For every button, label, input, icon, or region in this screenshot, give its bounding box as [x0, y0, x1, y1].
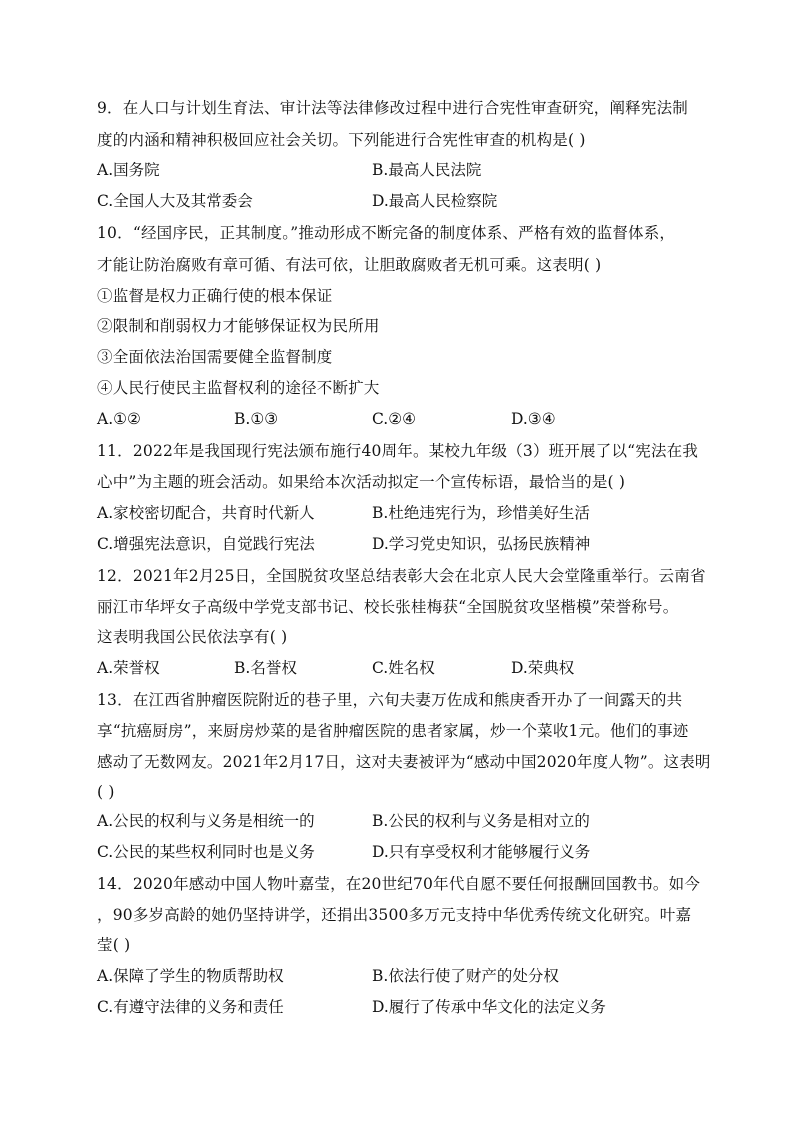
question-10-statement-3: ③全面依法治国需要健全监督制度: [97, 348, 333, 366]
question-13-option-d: D.只有享受权利才能够履行义务: [372, 843, 591, 861]
question-14-option-b: B.依法行使了财产的处分权: [372, 967, 559, 985]
question-12-option-c: C.姓名权: [372, 659, 435, 677]
question-11-option-b: B.杜绝违宪行为，珍惜美好生活: [372, 504, 590, 522]
question-14-option-c: C.有遵守法律的义务和责任: [97, 998, 284, 1016]
question-11-option-c: C.增强宪法意识，自觉践行宪法: [97, 535, 315, 553]
question-10-statement-4: ④人民行使民主监督权利的途径不断扩大: [97, 379, 380, 397]
question-10-option-a: A.①②: [97, 410, 141, 428]
question-14-option-d: D.履行了传承中华文化的法定义务: [372, 998, 606, 1016]
question-12-option-b: B.名誉权: [234, 659, 297, 677]
question-10-option-c: C.②④: [372, 410, 417, 428]
question-13-option-b: B.公民的权利与义务是相对立的: [372, 812, 590, 830]
question-12-line-3: 这表明我国公民依法享有( ): [97, 628, 288, 646]
question-9-option-c: C.全国人大及其常委会: [97, 192, 253, 210]
question-9-option-b: B.最高人民法院: [372, 161, 482, 179]
question-9-line-1: 9．在人口与计划生育法、审计法等法律修改过程中进行合宪性审查研究，阐释宪法制: [97, 99, 688, 117]
question-9-option-d: D.最高人民检察院: [372, 192, 498, 210]
question-13-option-c: C.公民的某些权利同时也是义务: [97, 843, 315, 861]
question-14-line-3: 莹( ): [97, 936, 131, 954]
question-10-option-b: B.①③: [234, 410, 279, 428]
question-11-line-1: 11．2022年是我国现行宪法颁布施行40周年。某校九年级（3）班开展了以“宪法在我: [97, 442, 699, 460]
question-11-option-d: D.学习党史知识，弘扬民族精神: [372, 535, 591, 553]
question-10-statement-1: ①监督是权力正确行使的根本保证: [97, 287, 333, 305]
question-10-option-d: D.③④: [511, 410, 556, 428]
question-13-line-2: 享“抗癌厨房”，来厨房炒菜的是省肿瘤医院的患者家属，炒一个菜收1元。他们的事迹: [97, 722, 689, 740]
question-11-option-a: A.家校密切配合，共育时代新人: [97, 504, 315, 522]
question-13-line-1: 13．在江西省肿瘤医院附近的巷子里，六旬夫妻万佐成和熊庚香开办了一间露天的共: [97, 691, 683, 709]
question-12-option-d: D.荣典权: [511, 659, 575, 677]
question-10-statement-2: ②限制和削弱权力才能够保证权为民所用: [97, 317, 380, 335]
question-12-option-a: A.荣誉权: [97, 659, 160, 677]
question-14-option-a: A.保障了学生的物质帮助权: [97, 967, 284, 985]
question-10-line-1: 10．“经国序民，正其制度。”推动形成不断完备的制度体系、严格有效的监督体系，: [97, 224, 676, 242]
question-10-line-2: 才能让防治腐败有章可循、有法可依，让胆敢腐败者无机可乘。这表明( ): [97, 256, 602, 274]
question-9-option-a: A.国务院: [97, 161, 160, 179]
question-14-line-2: ，90多岁高龄的她仍坚持讲学，还捐出3500多万元支持中华优秀传统文化研究。叶嘉: [97, 906, 692, 924]
question-13-line-3: 感动了无数网友。2021年2月17日，这对夫妻被评为“感动中国2020年度人物”。这表明: [97, 753, 711, 771]
question-11-line-2: 心中”为主题的班会活动。如果给本次活动拟定一个宣传标语，最恰当的是( ): [97, 473, 626, 491]
question-14-line-1: 14．2020年感动中国人物叶嘉莹，在20世纪70年代自愿不要任何报酬回国教书。如今: [97, 875, 701, 893]
question-12-line-2: 丽江市华坪女子高级中学党支部书记、校长张桂梅获“全国脱贫攻坚楷模”荣誉称号。: [97, 598, 679, 616]
question-13-option-a: A.公民的权利与义务是相统一的: [97, 812, 315, 830]
question-9-line-2: 度的内涵和精神积极回应社会关切。下列能进行合宪性审查的机构是( ): [97, 131, 586, 149]
question-13-line-4: ( ): [97, 783, 115, 801]
question-12-line-1: 12．2021年2月25日，全国脱贫攻坚总结表彰大会在北京人民大会堂隆重举行。云南省: [97, 567, 706, 585]
